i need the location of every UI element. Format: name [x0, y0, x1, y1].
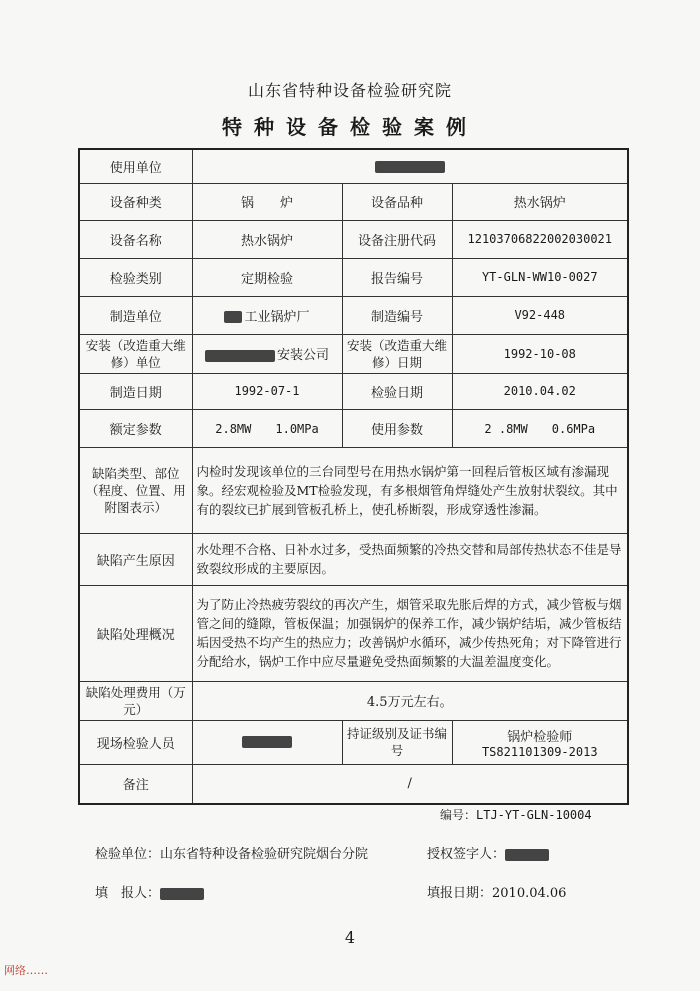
table-row: [79, 373, 628, 409]
equip-variety-value: 热水锅炉: [452, 183, 628, 220]
maker-label: 制造单位: [79, 296, 192, 334]
maker-suffix: 工业锅炉厂: [244, 309, 310, 325]
reg-code-value: 12103706822002030021: [452, 220, 628, 258]
cert-label: 持证级别及证书编号: [342, 720, 452, 764]
equip-name-value: 热水锅炉: [192, 220, 342, 258]
install-unit-suffix: 安装公司: [276, 348, 329, 363]
install-unit-value: [192, 334, 342, 373]
inspect-type-value: 定期检验: [192, 258, 342, 296]
inspect-date-label: 检验日期: [342, 373, 452, 409]
defect-cause-text: 水处理不合格、日补水过多，受热面频繁的冷热交替和局部传热状态不佳是导致裂纹形成的主要原因。: [192, 533, 628, 585]
inspection-unit: 检验单位：山东省特种设备检验研究院烟台分院: [95, 847, 369, 862]
table-row: [79, 258, 628, 296]
table-row: [79, 533, 628, 585]
defect-handle-label: 缺陷处理概况: [79, 585, 192, 681]
table-row: [79, 183, 628, 220]
table-row: [79, 681, 628, 720]
remark-value: /: [192, 764, 628, 804]
defect-handle-text: 为了防止冷热疲劳裂纹的再次产生，烟管采取先胀后焊的方式，减少管板与烟管之间的缝隙，管板保温；加强锅炉的保养工作，减少锅炉结垢，减少管板结垢因受热不均产生的热应力；改善锅炉水循环，减少传热死角；对下降管进行分配给水，锅炉工作中应尽量避免受热面频繁的大温差温度变化。: [192, 585, 628, 681]
inspect-type-label: 检验类别: [79, 258, 192, 296]
authorized-signer: [427, 843, 549, 862]
user-unit-label: 使用单位: [79, 149, 192, 183]
report-no-value: YT-GLN-WW10-0027: [452, 258, 628, 296]
table-row: [79, 220, 628, 258]
install-date-value: 1992-10-08: [452, 334, 628, 373]
install-unit-label: 安装（改造重大维修）单位: [79, 334, 192, 373]
remark-label: 备注: [79, 764, 192, 804]
cost-label: 缺陷处理费用（万元）: [79, 681, 192, 720]
document-title: 特种设备检验案例: [222, 115, 478, 139]
redaction-mark: [505, 849, 549, 861]
reg-code-label: 设备注册代码: [342, 220, 452, 258]
redaction-mark: [205, 350, 275, 362]
equip-variety-label: 设备品种: [342, 183, 452, 220]
organization-name: 山东省特种设备检验研究院: [247, 81, 452, 100]
defect-type-label: 缺陷类型、部位（程度、位置、用附图表示）: [79, 447, 192, 533]
equip-type-label: 设备种类: [79, 183, 192, 220]
make-date-label: 制造日期: [79, 373, 192, 409]
page-number: 4: [344, 928, 356, 947]
table-row: [79, 447, 628, 533]
table-row: [79, 585, 628, 681]
table-row: [79, 409, 628, 447]
signer-label: 授权签字人：: [427, 847, 506, 862]
filler-label: 填 报人：: [95, 886, 161, 901]
use-param-label: 使用参数: [342, 409, 452, 447]
filler: [95, 882, 204, 901]
table-row: [79, 296, 628, 334]
use-param-value: 2 .8MW 0.6MPa: [452, 409, 628, 447]
redaction-mark: [160, 888, 204, 900]
inspector-value: [192, 720, 342, 764]
make-no-value: V92-448: [452, 296, 628, 334]
make-no-label: 制造编号: [342, 296, 452, 334]
cost-value: 4.5万元左右。: [192, 681, 628, 720]
user-unit-value: [192, 149, 628, 183]
fill-date: 填报日期：2010.04.06: [427, 886, 567, 901]
rated-param-label: 额定参数: [79, 409, 192, 447]
redaction-mark: [375, 161, 445, 173]
report-no-label: 报告编号: [342, 258, 452, 296]
redaction-mark: [224, 311, 242, 323]
cert-value: [452, 720, 628, 764]
equip-name-label: 设备名称: [79, 220, 192, 258]
inspect-date-value: 2010.04.02: [452, 373, 628, 409]
maker-value: [192, 296, 342, 334]
cert-number: TS821101309-2013: [481, 744, 598, 759]
defect-type-text: 内检时发现该单位的三台同型号在用热水锅炉第一回程后管板区域有渗漏现象。经宏观检验及MT检验发现，有多根烟管角焊缝处产生放射状裂纹。其中有的裂纹已扩展到管板孔桥上，使孔桥断裂，形成穿透性渗漏。: [192, 447, 628, 533]
rated-param-value: 2.8MW 1.0MPa: [192, 409, 342, 447]
install-date-label: 安装（改造重大维修）日期: [342, 334, 452, 373]
redaction-mark: [242, 736, 292, 748]
make-date-value: 1992-07-1: [192, 373, 342, 409]
inspector-label: 现场检验人员: [79, 720, 192, 764]
watermark: 网络……: [4, 964, 48, 977]
equip-type-value: 锅 炉: [192, 183, 342, 220]
table-row: [79, 764, 628, 804]
table-row: [79, 334, 628, 373]
table-row: [79, 720, 628, 764]
inspection-case-table: [78, 148, 629, 805]
cert-level: 锅炉检验师: [507, 729, 573, 745]
table-row: [79, 149, 628, 183]
defect-cause-label: 缺陷产生原因: [79, 533, 192, 585]
document-serial: 编号：LTJ-YT-GLN-10004: [440, 808, 592, 822]
